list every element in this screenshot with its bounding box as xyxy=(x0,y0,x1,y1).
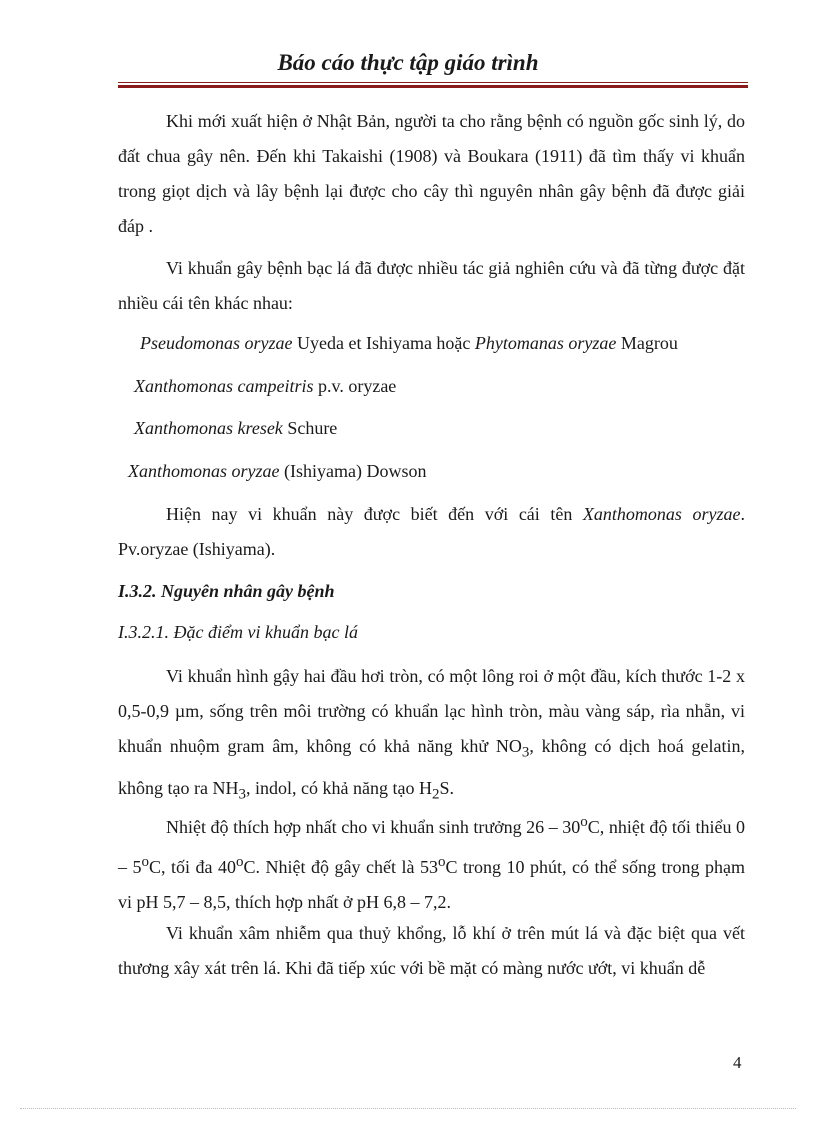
paragraph-names: Vi khuẩn gây bệnh bạc lá đã được nhiều tác giả nghiên cứu và đã từng được đặt nhiều cái tên khác nhau: xyxy=(118,258,745,313)
synonym-1-name: Pseudomonas oryzae xyxy=(140,333,293,353)
synonym-3: Xanthomonas kresek Schure xyxy=(134,418,338,438)
synonym-1: Pseudomonas oryzae Uyeda et Ishiyama hoặc Phytomanas oryzae Magrou xyxy=(140,333,678,353)
synonym-1-alt-name: Phytomanas oryzae xyxy=(474,333,617,353)
paragraph-infection: Vi khuẩn xâm nhiễm qua thuỷ khổng, lỗ khí ở trên mút lá và đặc biệt qua vết thương xây xát trên lá. Khi đã tiếp xúc với bề mặt có màng nước ướt, vi khuẩn dễ xyxy=(118,923,745,978)
page-bottom-divider xyxy=(20,1108,796,1109)
header-rule-thin xyxy=(118,82,748,83)
synonym-4: Xanthomonas oryzae (Ishiyama) Dowson xyxy=(128,461,427,481)
page-number: 4 xyxy=(733,1053,742,1072)
header-rule-thick xyxy=(118,85,748,88)
header-title: Báo cáo thực tập giáo trình xyxy=(277,50,539,75)
section-subheading: I.3.2.1. Đặc điểm vi khuẩn bạc lá xyxy=(118,622,358,642)
synonym-2: Xanthomonas campeitris p.v. oryzae xyxy=(134,376,397,396)
paragraph-origin: Khi mới xuất hiện ở Nhật Bản, người ta cho rằng bệnh có nguồn gốc sinh lý, do đất chua gây nên. Đến khi Takaishi (1908) và Boukara (1911) đã tìm thấy vi khuẩn trong giọt dịch và lây bệnh lại được cho cây thì nguyên nhân gây bệnh đã được giải đáp . xyxy=(118,111,745,236)
paragraph-temperature: Nhiệt độ thích hợp nhất cho vi khuẩn sinh trưởng 26 – 30$^o$C, nhiệt độ tối thiểu 0 – 5$^o$C, tối đa 40$^o$C. Nhiệt độ gây chết là 53$^o$C trong 10 phút, có thể sống trong phạm vi pH 5,7 – 8,5, thích hợp nhất ở pH 6,8 – 7,2. xyxy=(118,814,746,912)
paragraph-morphology: Vi khuẩn hình gậy hai đầu hơi tròn, có một lông roi ở một đầu, kích thước 1-2 x 0,5-0,9 µm, sống trên môi trường có khuẩn lạc hình tròn, màu vàng sáp, rìa nhẵn, vi khuẩn nhuộm gram âm, không có khả năng khử $NO_3$, không có dịch hoá gelatin, không tạo ra $NH_3$, indol, có khả năng tạo $H_2S$. xyxy=(118,666,746,803)
paragraph-current-name: Hiện nay vi khuẩn này được biết đến với cái tên Xanthomonas oryzae. Pv.oryzae (Ishiyama). xyxy=(118,504,745,559)
section-heading: I.3.2. Nguyên nhân gây bệnh xyxy=(118,581,335,601)
